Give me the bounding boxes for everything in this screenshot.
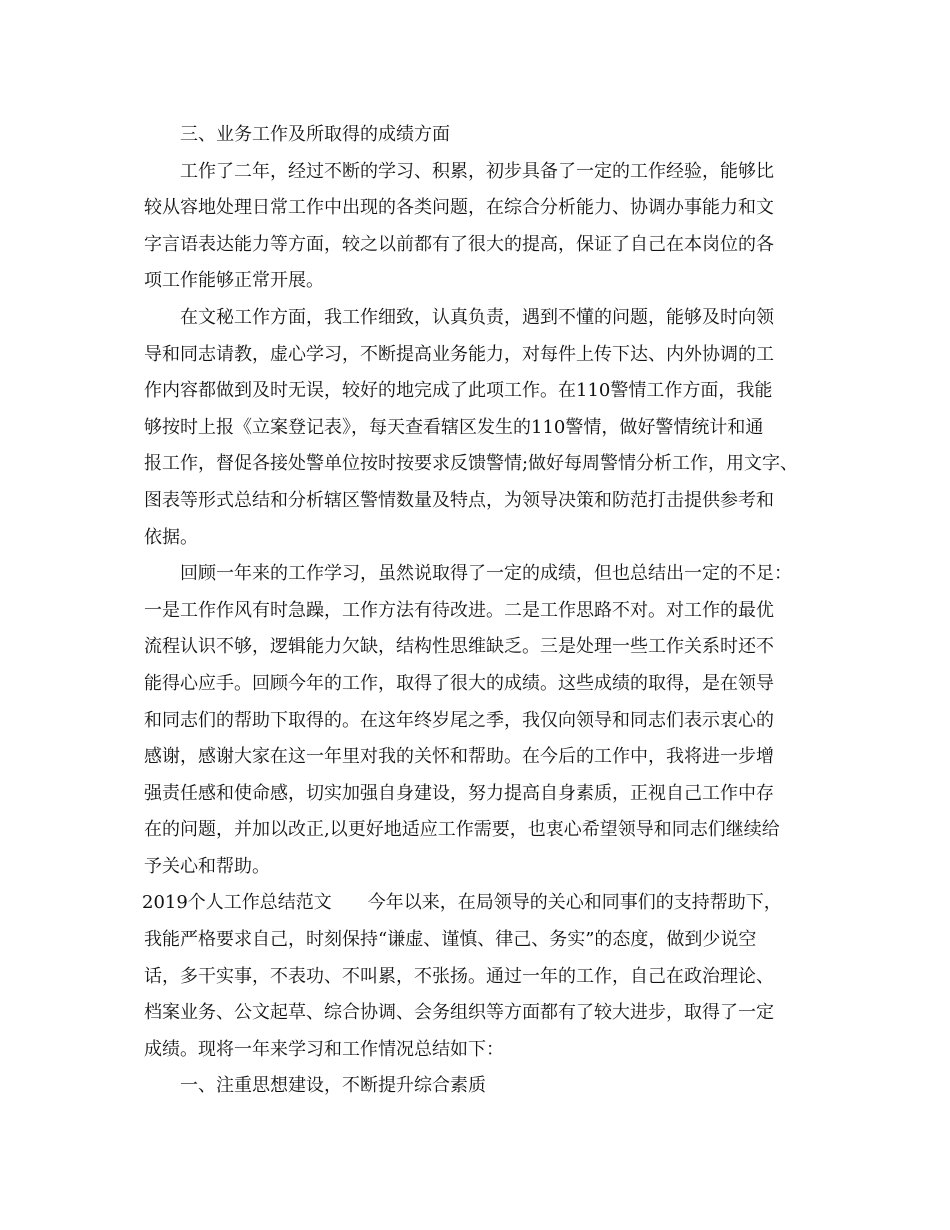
- paragraph-line: 在文秘工作方面，我工作细致，认真负责，遇到不懂的问题，能够及时向领: [180, 306, 774, 328]
- paragraph-line: 和同志们的帮助下取得的。在这年终岁尾之季，我仅向领导和同志们表示衷心的: [144, 709, 774, 731]
- summary-title-line: 2019个人工作总结范文 今年以来，在局领导的关心和同事们的支持帮助下，: [142, 892, 782, 914]
- paragraph-line: 图表等形式总结和分析辖区警情数量及特点，为领导决策和防范打击提供参考和: [144, 489, 774, 511]
- paragraph-line: 依据。: [144, 526, 198, 548]
- paragraph-line: 报工作，督促各接处警单位按时按要求反馈警情;做好每周警情分析工作，用文字、: [144, 453, 799, 475]
- paragraph-line: 我能严格要求自己，时刻保持“谦虚、谨慎、律己、务实”的态度，做到少说空: [144, 929, 757, 951]
- paragraph-line: 一是工作作风有时急躁，工作方法有待改进。二是工作思路不对。对工作的最优: [144, 599, 774, 621]
- paragraph-line: 流程认识不够，逻辑能力欠缺，结构性思维缺乏。三是处理一些工作关系时还不: [144, 636, 774, 658]
- paragraph-line: 能得心应手。回顾今年的工作，取得了很大的成绩。这些成绩的取得，是在领导: [144, 672, 774, 694]
- document-body: [144, 117, 824, 1105]
- paragraph-line: 予关心和帮助。: [144, 855, 270, 877]
- paragraph-line: 在的问题，并加以改正,以更好地适应工作需要，也衷心希望领导和同志们继续给: [144, 819, 780, 841]
- paragraph-line: 工作了二年，经过不断的学习、积累，初步具备了一定的工作经验，能够比: [180, 160, 774, 182]
- section-heading: 一、注重思想建设，不断提升综合素质: [180, 1075, 486, 1097]
- paragraph-line: 作内容都做到及时无误，较好的地完成了此项工作。在110警情工作方面，我能: [144, 380, 773, 402]
- paragraph-line: 成绩。现将一年来学习和工作情况总结如下：: [144, 1038, 504, 1060]
- paragraph-line: 够按时上报《立案登记表》，每天查看辖区发生的110警情，做好警情统计和通: [144, 416, 764, 438]
- paragraph-line: 导和同志请教，虚心学习，不断提高业务能力，对每件上传下达、内外协调的工: [144, 343, 774, 365]
- paragraph-line: 感谢，感谢大家在这一年里对我的关怀和帮助。在今后的工作中，我将进一步增: [144, 746, 774, 768]
- paragraph-line: 强责任感和使命感，切实加强自身建设，努力提高自身素质，正视自己工作中存: [144, 782, 774, 804]
- paragraph-line: 字言语表达能力等方面，较之以前都有了很大的提高，保证了自己在本岗位的各: [144, 233, 774, 255]
- paragraph-line: 较从容地处理日常工作中出现的各类问题，在综合分析能力、协调办事能力和文: [144, 197, 774, 219]
- paragraph-line: 话，多干实事，不表功、不叫累，不张扬。通过一年的工作，自己在政治理论、: [144, 965, 774, 987]
- paragraph-line: 回顾一年来的工作学习，虽然说取得了一定的成绩，但也总结出一定的不足：: [180, 563, 792, 585]
- paragraph-line: 档案业务、公文起草、综合协调、会务组织等方面都有了较大进步，取得了一定: [144, 1002, 774, 1024]
- section-heading: 三、业务工作及所取得的成绩方面: [180, 124, 450, 145]
- paragraph-line: 项工作能够正常开展。: [144, 270, 324, 292]
